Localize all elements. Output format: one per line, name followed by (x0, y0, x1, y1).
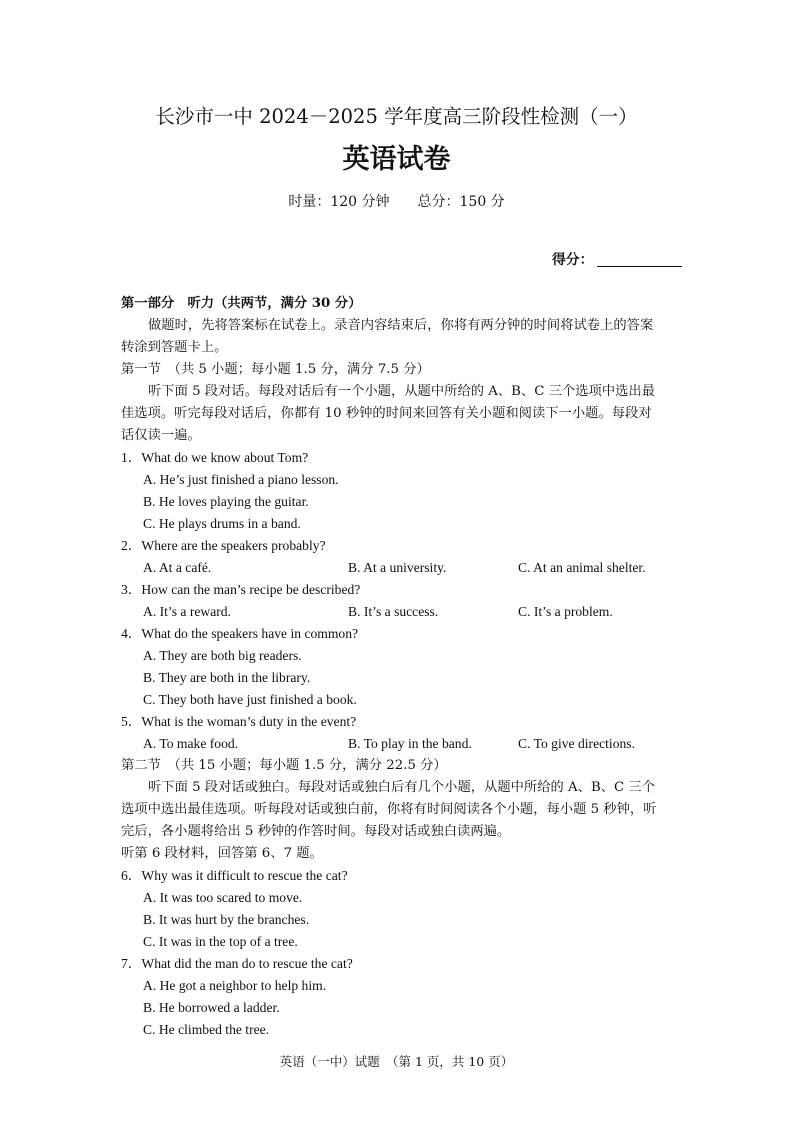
answer-option: C. He climbed the tree. (143, 1022, 270, 1037)
question-stem: 7．What did the man do to rescue the cat? (121, 956, 353, 971)
answer-option: B. It’s a success. (348, 604, 439, 619)
answer-option: C. It’s a problem. (518, 604, 613, 619)
answer-option: B. To play in the band. (348, 736, 472, 751)
answer-option: B. He borrowed a ladder. (143, 1000, 280, 1015)
question-stem: 3．How can the man’s recipe be described? (121, 582, 361, 597)
answer-option: A. To make food. (143, 736, 239, 751)
question-stem: 1．What do we know about Tom? (121, 450, 309, 465)
answer-option: B. They are both in the library. (143, 670, 311, 685)
section1-heading: 第一节 （共 5 小题；每小题 1.5 分，满分 7.5 分） (121, 362, 430, 377)
answer-option: A. At a café. (143, 560, 212, 575)
time-and-score-info: 时量：120 分钟 总分：150 分 (288, 194, 505, 210)
section1-instruction-line: 佳选项。听完每段对话后，你都有 10 秒钟的时间来回答有关小题和阅读下一小题。每段对 (121, 406, 652, 421)
section2-instruction-line: 选项中选出最佳选项。听每段对话或独白前，你将有时间阅读各个小题，每小题 5 秒钟，听 (121, 802, 657, 817)
answer-option: A. He got a neighbor to help him. (143, 978, 327, 993)
question-stem: 6．Why was it difficult to rescue the cat? (121, 868, 348, 883)
answer-option: A. It’s a reward. (143, 604, 231, 619)
score-label: 得分： (552, 252, 594, 268)
exam-subject-title: 英语试卷 (342, 144, 451, 175)
answer-option: B. It was hurt by the branches. (143, 912, 310, 927)
answer-option: B. He loves playing the guitar. (143, 494, 309, 509)
page-footer: 英语（一中）试题 （第 1 页，共 10 页） (279, 1054, 514, 1069)
answer-option: A. They are both big readers. (143, 648, 302, 663)
section2-instruction-line: 听下面 5 段对话或独白。每段对话或独白后有几个小题，从题中所给的 A、B、C 三个 (148, 780, 656, 795)
section1-instruction-line: 话仅读一遍。 (121, 428, 201, 443)
answer-option: A. It was too scared to move. (143, 890, 303, 905)
answer-option: B. At a university. (348, 560, 447, 575)
part1-instruction-line: 做题时，先将答案标在试卷上。录音内容结束后，你将有两分钟的时间将试卷上的答案 (148, 318, 654, 333)
section1-instruction-line: 听下面 5 段对话。每段对话后有一个小题，从题中所给的 A、B、C 三个选项中选出最 (148, 384, 656, 399)
answer-option: A. He’s just finished a piano lesson. (143, 472, 339, 487)
section2-instruction-line: 完后，各小题将给出 5 秒钟的作答时间。每段对话或独白读两遍。 (121, 824, 511, 839)
answer-option: C. At an animal shelter. (518, 560, 646, 575)
part1-instruction-line: 转涂到答题卡上。 (121, 340, 228, 355)
answer-option: C. He plays drums in a band. (143, 516, 301, 531)
question-stem: 4．What do the speakers have in common? (121, 626, 359, 641)
answer-option: C. They both have just finished a book. (143, 692, 357, 707)
answer-option: C. It was in the top of a tree. (143, 934, 298, 949)
material-note: 听第 6 段材料，回答第 6、7 题。 (121, 846, 323, 861)
part1-heading: 第一部分 听力（共两节，满分 30 分） (121, 296, 362, 311)
answer-option: C. To give directions. (518, 736, 635, 751)
exam-title: 长沙市一中 2024－2025 学年度高三阶段性检测（一） (155, 105, 638, 128)
question-stem: 5．What is the woman’s duty in the event? (121, 714, 357, 729)
score-blank-line (597, 266, 682, 267)
section2-heading: 第二节 （共 15 小题；每小题 1.5 分，满分 22.5 分） (121, 758, 447, 773)
question-stem: 2．Where are the speakers probably? (121, 538, 326, 553)
